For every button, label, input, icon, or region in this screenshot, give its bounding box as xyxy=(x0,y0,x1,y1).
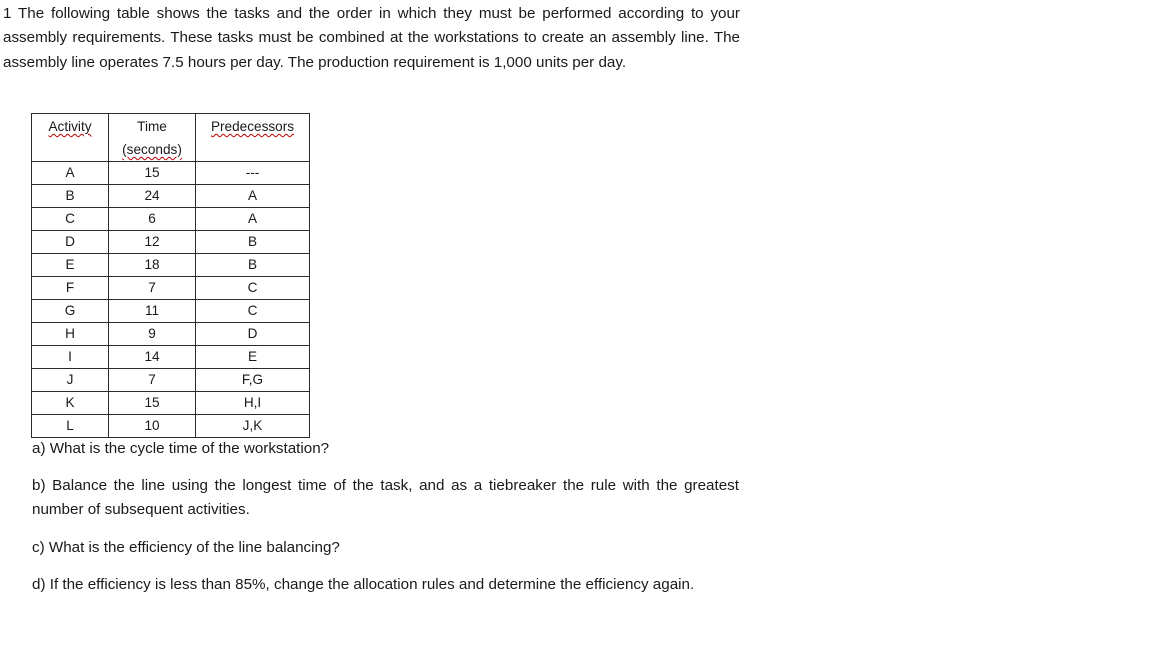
cell-activity: B xyxy=(32,185,109,208)
table-row xyxy=(32,277,310,300)
cell-activity: K xyxy=(32,392,109,415)
table-row xyxy=(32,185,310,208)
cell-activity: L xyxy=(32,415,109,438)
header-time-line2: (seconds) xyxy=(122,142,182,157)
cell-predecessors: B xyxy=(196,231,310,254)
question-a: a) What is the cycle time of the workstation? xyxy=(32,440,330,457)
table-row xyxy=(32,369,310,392)
cell-time: 12 xyxy=(109,231,196,254)
cell-time: 18 xyxy=(109,254,196,277)
cell-predecessors: C xyxy=(196,277,310,300)
cell-activity: A xyxy=(32,162,109,185)
cell-time: 6 xyxy=(109,208,196,231)
cell-predecessors: D xyxy=(196,323,310,346)
cell-time: 15 xyxy=(109,392,196,415)
header-time xyxy=(109,114,196,162)
table-row xyxy=(32,415,310,438)
cell-time: 9 xyxy=(109,323,196,346)
cell-predecessors: --- xyxy=(196,162,310,185)
cell-time: 7 xyxy=(109,277,196,300)
header-predecessors xyxy=(196,114,310,162)
header-time-line1: Time xyxy=(137,119,167,134)
question-b: b) Balance the line using the longest time of the task, and as a tiebreaker the rule with the greatest number of subsequent activities. xyxy=(32,477,739,519)
table-row xyxy=(32,300,310,323)
cell-time: 15 xyxy=(109,162,196,185)
cell-predecessors: C xyxy=(196,300,310,323)
cell-activity: E xyxy=(32,254,109,277)
cell-predecessors: B xyxy=(196,254,310,277)
cell-activity: C xyxy=(32,208,109,231)
problem-intro: 1 The following table shows the tasks and the order in which they must be performed according to your assembly requirements. These tasks must be combined at the workstations to create an assembly line. The assembly line operates 7.5 hours per day. The production requirement is 1,000 units per day. xyxy=(3,5,740,71)
cell-predecessors: A xyxy=(196,185,310,208)
table-row xyxy=(32,392,310,415)
cell-activity: G xyxy=(32,300,109,323)
cell-time: 24 xyxy=(109,185,196,208)
cell-predecessors: H,I xyxy=(196,392,310,415)
cell-activity: D xyxy=(32,231,109,254)
table-row xyxy=(32,231,310,254)
header-activity xyxy=(32,114,109,162)
cell-activity: I xyxy=(32,346,109,369)
table-row xyxy=(32,346,310,369)
table-row xyxy=(32,323,310,346)
cell-predecessors: A xyxy=(196,208,310,231)
cell-predecessors: F,G xyxy=(196,369,310,392)
cell-predecessors: E xyxy=(196,346,310,369)
cell-activity: F xyxy=(32,277,109,300)
table-header-row xyxy=(32,114,310,162)
cell-time: 11 xyxy=(109,300,196,323)
table-row xyxy=(32,208,310,231)
header-predecessors-label: Predecessors xyxy=(210,119,295,134)
cell-activity: H xyxy=(32,323,109,346)
cell-time: 7 xyxy=(109,369,196,392)
header-activity-label: Activity xyxy=(48,119,92,134)
question-d: d) If the efficiency is less than 85%, change the allocation rules and determine the efficiency again. xyxy=(32,576,695,593)
cell-time: 14 xyxy=(109,346,196,369)
question-c: c) What is the efficiency of the line balancing? xyxy=(32,539,340,556)
cell-predecessors: J,K xyxy=(196,415,310,438)
task-table xyxy=(31,113,310,438)
table-row xyxy=(32,162,310,185)
table-row xyxy=(32,254,310,277)
cell-time: 10 xyxy=(109,415,196,438)
cell-activity: J xyxy=(32,369,109,392)
